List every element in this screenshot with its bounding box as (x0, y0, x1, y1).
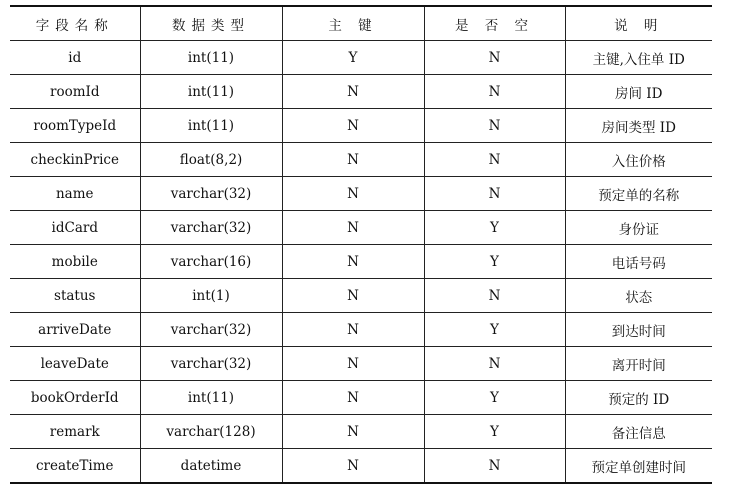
cell-primary-key: N (282, 75, 424, 109)
cell-data-type: varchar(32) (140, 211, 282, 245)
table-row (10, 347, 712, 381)
header-nullable: 是 否 空 (424, 6, 565, 41)
table-row (10, 75, 712, 109)
cell-description: 电话号码 (565, 245, 712, 279)
cell-data-type: int(11) (140, 75, 282, 109)
cell-primary-key: N (282, 381, 424, 415)
cell-primary-key: N (282, 415, 424, 449)
cell-primary-key: N (282, 347, 424, 381)
cell-data-type: datetime (140, 449, 282, 484)
table-row (10, 143, 712, 177)
cell-field-name: roomTypeId (10, 109, 140, 143)
cell-field-name: checkinPrice (10, 143, 140, 177)
table-row (10, 211, 712, 245)
cell-primary-key: N (282, 143, 424, 177)
cell-nullable: N (424, 279, 565, 313)
cell-data-type: varchar(128) (140, 415, 282, 449)
cell-field-name: name (10, 177, 140, 211)
header-field-name: 字段名称 (10, 6, 140, 41)
cell-description: 状态 (565, 279, 712, 313)
cell-description: 主键,入住单 ID (565, 41, 712, 75)
cell-primary-key: N (282, 449, 424, 484)
table-row (10, 313, 712, 347)
cell-description: 入住价格 (565, 143, 712, 177)
cell-description: 备注信息 (565, 415, 712, 449)
cell-nullable: N (424, 177, 565, 211)
field-definition-table-container (10, 5, 712, 484)
cell-primary-key: N (282, 245, 424, 279)
cell-field-name: leaveDate (10, 347, 140, 381)
cell-data-type: int(11) (140, 41, 282, 75)
cell-description: 房间类型 ID (565, 109, 712, 143)
cell-field-name: remark (10, 415, 140, 449)
cell-primary-key: N (282, 211, 424, 245)
cell-field-name: status (10, 279, 140, 313)
table-row (10, 449, 712, 484)
cell-field-name: arriveDate (10, 313, 140, 347)
table-row (10, 415, 712, 449)
table-row (10, 109, 712, 143)
cell-nullable: Y (424, 415, 565, 449)
cell-data-type: varchar(32) (140, 313, 282, 347)
cell-nullable: N (424, 41, 565, 75)
cell-description: 房间 ID (565, 75, 712, 109)
cell-data-type: int(11) (140, 381, 282, 415)
cell-description: 离开时间 (565, 347, 712, 381)
cell-primary-key: N (282, 177, 424, 211)
cell-nullable: Y (424, 313, 565, 347)
cell-nullable: N (424, 347, 565, 381)
cell-data-type: float(8,2) (140, 143, 282, 177)
header-description: 说 明 (565, 6, 712, 41)
table-row (10, 279, 712, 313)
cell-nullable: Y (424, 211, 565, 245)
cell-data-type: varchar(16) (140, 245, 282, 279)
table-row (10, 41, 712, 75)
cell-field-name: id (10, 41, 140, 75)
cell-field-name: bookOrderId (10, 381, 140, 415)
field-definition-table (10, 5, 712, 484)
cell-primary-key: N (282, 313, 424, 347)
cell-nullable: N (424, 75, 565, 109)
cell-description: 到达时间 (565, 313, 712, 347)
table-row (10, 381, 712, 415)
cell-nullable: Y (424, 245, 565, 279)
cell-primary-key: N (282, 279, 424, 313)
cell-description: 预定单创建时间 (565, 449, 712, 484)
header-data-type: 数据类型 (140, 6, 282, 41)
header-primary-key: 主 键 (282, 6, 424, 41)
cell-nullable: N (424, 449, 565, 484)
cell-nullable: Y (424, 381, 565, 415)
cell-primary-key: Y (282, 41, 424, 75)
cell-data-type: int(1) (140, 279, 282, 313)
cell-primary-key: N (282, 109, 424, 143)
table-header-row (10, 6, 712, 41)
cell-description: 预定单的名称 (565, 177, 712, 211)
cell-nullable: N (424, 143, 565, 177)
cell-field-name: mobile (10, 245, 140, 279)
cell-field-name: roomId (10, 75, 140, 109)
cell-data-type: varchar(32) (140, 177, 282, 211)
cell-data-type: varchar(32) (140, 347, 282, 381)
cell-data-type: int(11) (140, 109, 282, 143)
table-row (10, 177, 712, 211)
cell-field-name: createTime (10, 449, 140, 484)
table-row (10, 245, 712, 279)
cell-nullable: N (424, 109, 565, 143)
cell-field-name: idCard (10, 211, 140, 245)
cell-description: 身份证 (565, 211, 712, 245)
cell-description: 预定的 ID (565, 381, 712, 415)
